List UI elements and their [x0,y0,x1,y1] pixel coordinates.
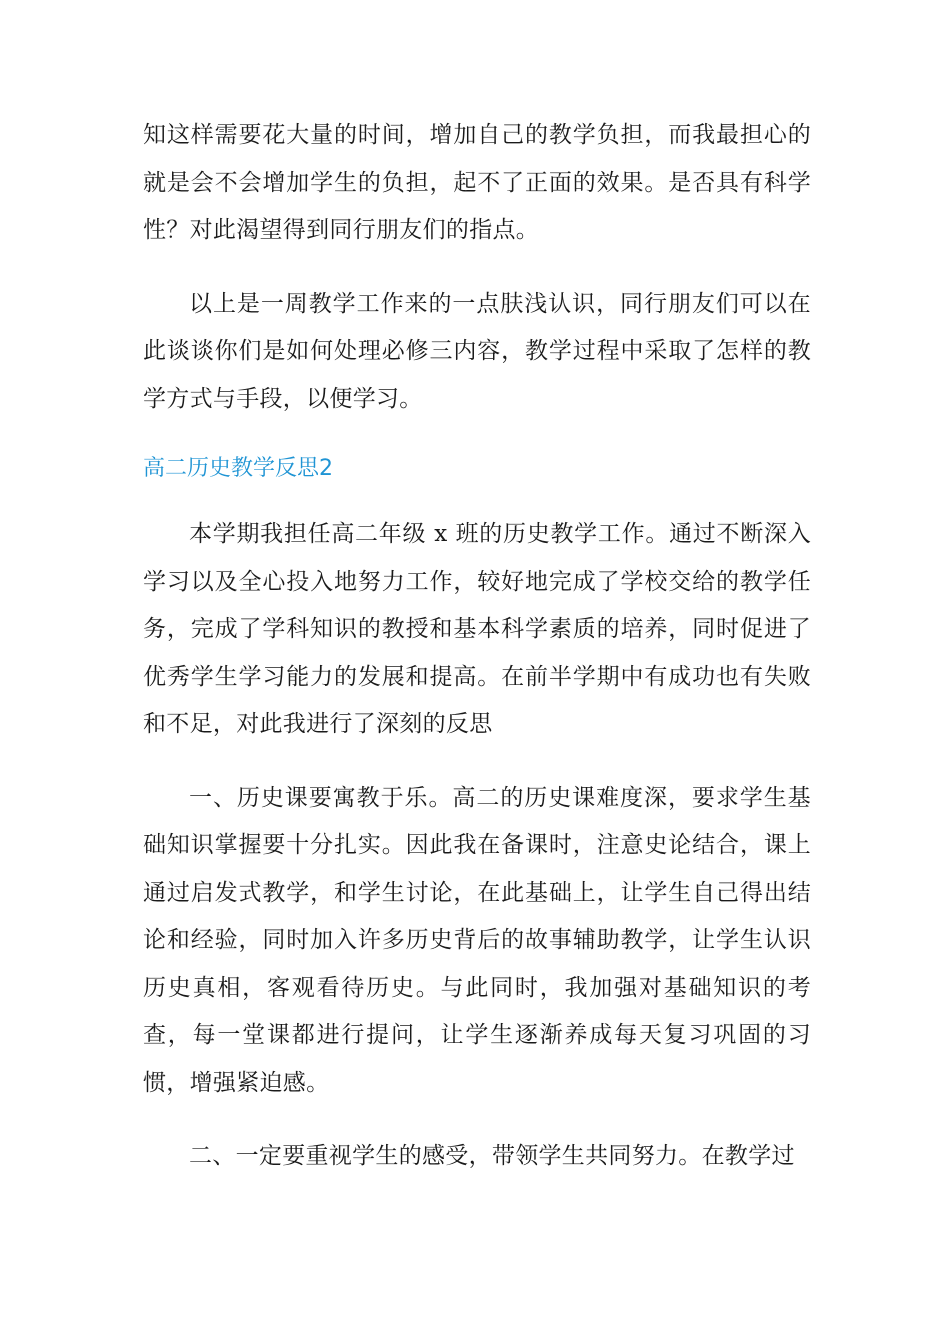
document-page [143,112,811,1181]
paragraph-continued: 知这样需要花大量的时间，增加自己的教学负担，而我最担心的就是会不会增加学生的负担，起不了正面的效果。是否具有科学性？对此渴望得到同行朋友们的指点。 [143,122,811,243]
paragraph-summary: 以上是一周教学工作来的一点肤浅认识，同行朋友们可以在此谈谈你们是如何处理必修三内容，教学过程中采取了怎样的教学方式与手段，以便学习。 [143,290,811,412]
paragraph-point-1: 一、历史课要寓教于乐。高二的历史课难度深，要求学生基础知识掌握要十分扎实。因此我在备课时，注意史论结合，课上通过启发式教学，和学生讨论，在此基础上，让学生自己得出结论和经验，同时加入许多历史背后的故事辅助教学，让学生认识历史真相，客观看待历史。与此同时，我加强对基础知识的考查，每一堂课都进行提问，让学生逐渐养成每天复习巩固的习惯，增强紧迫感。 [143,784,811,1096]
paragraph-point-2: 二、一定要重视学生的感受，带领学生共同努力。在教学过 [189,1143,795,1169]
section-heading: 高二历史教学反思2 [143,456,333,481]
paragraph-intro: 本学期我担任高二年级 x 班的历史教学工作。通过不断深入学习以及全心投入地努力工作，较好地完成了学校交给的教学任务，完成了学科知识的教授和基本科学素质的培养，同时促进了优秀学生学习能力的发展和提高。在前半学期中有成功也有失败和不足，对此我进行了深刻的反思 [143,521,811,737]
